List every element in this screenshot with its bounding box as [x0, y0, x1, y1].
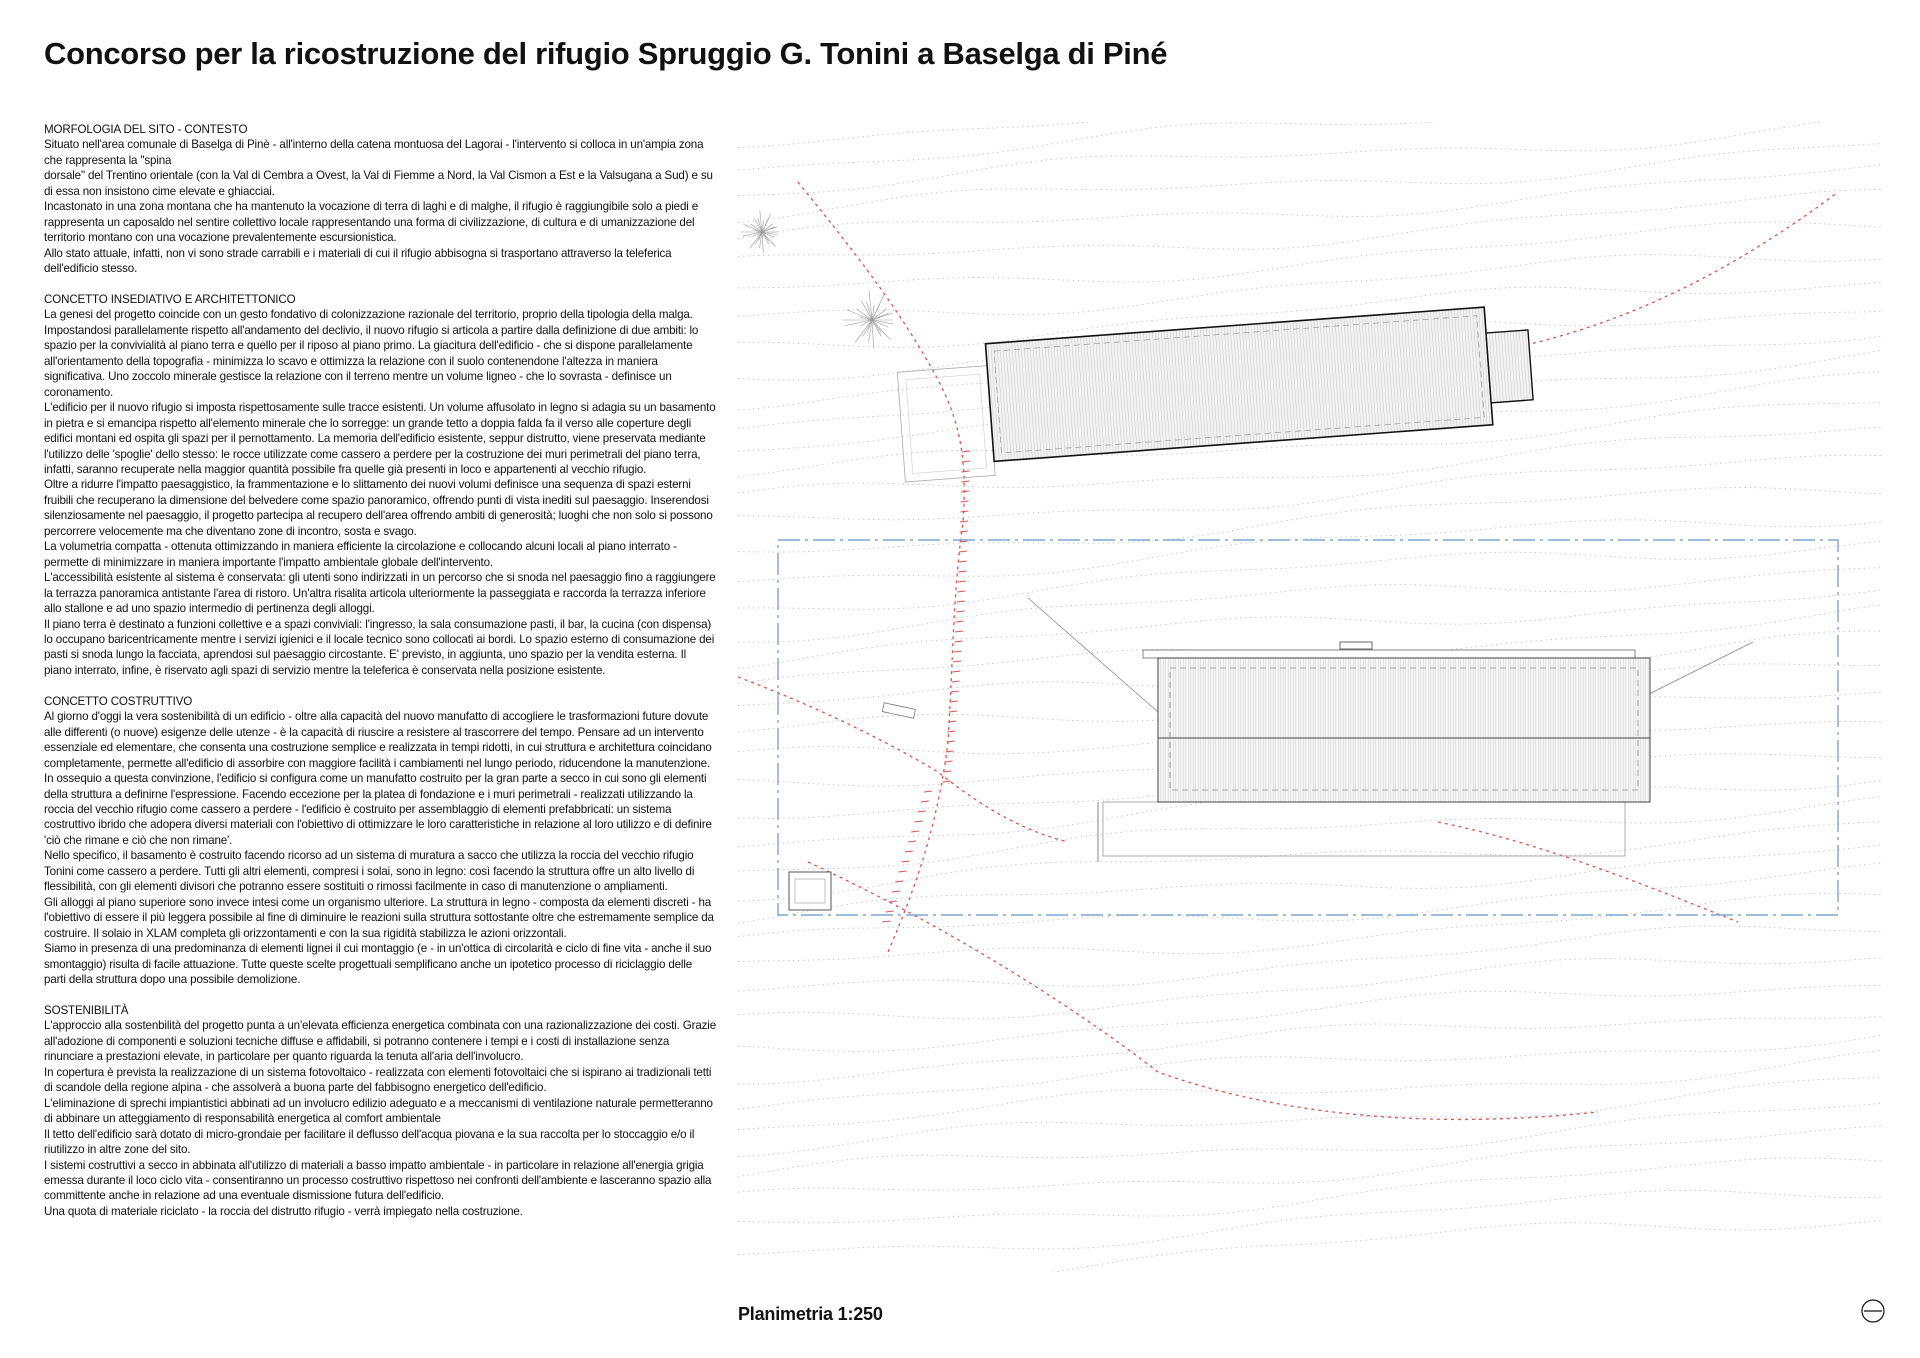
stair-step	[958, 581, 966, 582]
stair-step	[961, 491, 969, 492]
stair-step	[954, 641, 962, 642]
existing-terrace-inner	[906, 374, 987, 473]
contour-line	[738, 567, 1882, 642]
contour-line	[738, 541, 1882, 609]
tree-branch	[855, 320, 872, 342]
contour-line	[738, 1017, 1882, 1084]
contour-line	[738, 255, 1882, 317]
stair-step	[960, 521, 968, 522]
plan-caption: Planimetria 1:250	[738, 1304, 883, 1324]
footpath-west	[738, 677, 1068, 842]
stair-step	[952, 671, 960, 672]
stair-step	[962, 451, 970, 452]
stair-step	[918, 811, 926, 812]
stair-step	[902, 861, 910, 862]
tree-branch	[762, 232, 763, 253]
existing-building	[896, 304, 1536, 482]
contour-line	[738, 796, 1882, 871]
section-body: Situato nell'area comunale di Baselga di Pinè - all'interno della catena montuosa del Lagorai - l'intervento si colloca in un'ampia zona che rappresenta la "spina dorsale" del Trentino orientale (con la Val di Cembra a Ovest, la Val di Fiemme a Nord, la Val Cismon a Est e la Valsugana a Sud) e su di essa non insistono cime elevate e ghiacciai. Incastonato in una zona montana che ha mantenuto la vocazione di terra di laghi e di malghe, il rifugio è raggiungibile solo a piedi e rappresenta un caposaldo nel sentire collettivo locale rappresentando una forma di civilizzazione, di cultura e di umanizzazione del territorio montano con una vocazione prevalentemente escursionistica. Allo stato attuale, infatti, non vi sono strade carrabili e i materiali di cui il rifugio abbisogna si trasportano attraverso la teleferica dell'edificio stesso.	[44, 138, 713, 276]
stair-step	[895, 881, 903, 882]
stair-step	[954, 651, 962, 652]
new-building-roof-south	[1158, 738, 1650, 802]
new-building-chimney	[1340, 642, 1372, 649]
contour-line	[738, 520, 1882, 582]
stair-step	[898, 871, 906, 872]
tree-branch	[872, 320, 874, 348]
stair-step	[955, 631, 963, 632]
section-morfologia	[44, 122, 716, 277]
stair-step	[889, 901, 897, 902]
stair-step	[960, 531, 968, 532]
footpath-south	[808, 862, 1598, 1119]
stair-step	[953, 661, 961, 662]
contour-line	[738, 190, 1882, 257]
report-text	[44, 122, 716, 1235]
contour-line	[738, 122, 1882, 170]
stair-step	[961, 481, 969, 482]
stair-step	[908, 841, 916, 842]
contour-line	[738, 893, 1882, 961]
stair-step	[956, 621, 964, 622]
section-concetto-costruttivo	[44, 694, 716, 988]
contour-line	[738, 1126, 1882, 1192]
contour-line	[738, 165, 1882, 239]
new-building-roof-north	[1158, 658, 1650, 738]
stair-step	[944, 771, 952, 772]
stair-step	[950, 701, 958, 702]
footpath-far-east	[1438, 822, 1738, 922]
contour-line	[738, 488, 1882, 553]
stair-step	[947, 731, 955, 732]
tree-branch	[845, 320, 872, 326]
trees-group	[740, 211, 893, 349]
stair-step	[905, 851, 913, 852]
stair-step	[952, 681, 960, 682]
stair-step	[949, 711, 957, 712]
contour-line	[738, 455, 1882, 520]
existing-roof	[985, 307, 1492, 461]
section-sostenibilita	[44, 1003, 716, 1219]
contour-line	[738, 926, 1882, 991]
site-plan-drawing	[738, 122, 1892, 1272]
stair-step	[943, 781, 951, 782]
contour-line	[738, 985, 1882, 1051]
stair-step	[886, 911, 894, 912]
contour-line	[738, 1077, 1882, 1156]
stair-step	[914, 821, 922, 822]
footpath-north	[798, 182, 964, 952]
contour-line	[738, 1220, 1882, 1272]
stair-step	[924, 791, 932, 792]
stair-step	[882, 921, 890, 922]
section-body: Al giorno d'oggi la vera sostenibilità di un edificio - oltre alla capacità del nuovo manufatto di accogliere le trasformazioni future dovute alle differenti (o nuove) esigenze delle utenze - è la capacità di riuscire a resistere al trascorrere del tempo. Pensare ad un intervento essenziale ed elementare, che consenta una costruzione semplice e realizzata in tempi ridotti, in cui struttura e architettura coincidano completamente, permette all'edificio di assorbire con maggiore facilità i cambiamenti nel lungo periodo, riducendone la manutenzione. In ossequio a questa convinzione, l'edificio si configura come un manufatto costruito per la gran parte a secco in cui sono gli elementi della struttura a definirne l'espressione. Facendo eccezione per la platea di fondazione e i muri perimetrali - realizzati utilizzando la roccia del vecchio rifugio come cassero a perdere - l'edificio è costruito per assemblaggio di elementi prefabbricati: un sistema costruttivo ibrido che adopera diversi materiali con l'obiettivo di ottimizzare le loro caratteristiche in relazione al loro utilizzo e di definire 'ciò che rimane e ciò che non rimane'. Nello specifico, il basamento è costruito facendo ricorso ad un sistema di muratura a sacco che utilizza la roccia del vecchio rifugio Tonini come cassero a perdere. Tutti gli altri elementi, compresi i solai, sono in legno: così facendo la struttura offre un alto livello di flessibilità, con gli elementi divisori che potranno essere sostituiti o rimossi facilmente in caso di manutenzione o ampliamenti. Gli alloggi al piano superiore sono invece intesi come un organismo ulteriore. La struttura in legno - composta da elementi discreti - ha l'obiettivo di essere il più leggera possibile al fine di diminuire le reazioni sulla struttura sottostante oltre che estremamente semplice da costruire. Il solaio in XLAM completa gli orizzontamenti e con la sua rigidità stabilizza le azioni orizzontali. Siamo in presenza di una predominanza di elementi lignei il cui montaggio (e - in un'ottica di circolarità e ciclo di fine vita - anche il suo smontaggio) risulta di facile attuazione. Tutte queste scelte progettuali semplificano anche un ipotetico processo di riciclaggio delle parti della struttura dopo una possibile demolizione.	[44, 710, 714, 987]
north-arrow-icon	[1860, 1298, 1886, 1324]
section-heading: CONCETTO COSTRUTTIVO	[44, 694, 193, 708]
contour-line	[738, 958, 1882, 1019]
stair-step	[958, 571, 966, 572]
section-heading: SOSTENIBILITÀ	[44, 1003, 129, 1017]
contour-line	[738, 222, 1882, 288]
page-title: Concorso per la ricostruzione del rifugio Spruggio G. Tonini a Baselga di Piné	[44, 36, 1168, 71]
tree-icon	[740, 211, 778, 253]
contour-line	[738, 1103, 1882, 1177]
stair-steps	[882, 451, 970, 922]
section-heading: MORFOLOGIA DEL SITO - CONTESTO	[44, 123, 248, 136]
stair-step	[956, 611, 964, 612]
section-concetto-insediativo	[44, 292, 716, 678]
section-body: La genesi del progetto coincide con un gesto fondativo di colonizzazione razionale del territorio, proprio della tipologia della malga. Impostandosi parallelamente rispetto all'andamento del declivio, il nuovo rifugio si articola a partire dalla definizione di due ambiti: lo spazio per la convivialità al piano terra e quello per il riposo al piano primo. La giacitura dell'edificio - che si dispone parallelamente all'orientamento della topografia - minimizza lo scavo e ottimizza la relazione con il suolo contenendone l'altezza in maniera significativa. Uno zoccolo minerale gestisce la relazione con il terreno mentre un volume ligneo - che lo sovrasta - definisce un coronamento. L'edificio per il nuovo rifugio si imposta rispettosamente sulle tracce esistenti. Un volume affusolato in legno si adagia su un basamento in pietra e si emancipa rispetto all'elemento minerale che lo sorregge: un grande tetto a doppia falda fa il verso alle coperture degli edifici montani ed ospita gli spazi per il pernottamento. La memoria dell'edificio esistente, seppur distrutto, viene preservata mediante l'utilizzo delle 'spoglie' dello stesso: le rocce utilizzate come cassero a perdere per la costruzione dei muri perimetrali del piano terra, infatti, saranno recuperate nella maggior quantità possibile fra quelle già presenti in loco e appartenenti al vecchio rifugio. Oltre a ridurre l'impatto paesaggistico, la frammentazione e lo slittamento dei nuovi volumi definisce una sequenza di spazi esterni fruibili che recuperano la dimensione del belvedere come spazio panoramico, offrendo punti di vista inediti sul paesaggio. Inserendosi silenziosamente nel paesaggio, il progetto partecipa al recupero dell'area offrendo ambiti di generosità; luoghi che non solo si possono percorrere velocemente ma che diventano zone di incontro, sosta e svago. La volumetria compatta - ottenuta ottimizzando in maniera efficiente la circolazione e collocando alcuni locali al piano interrato - permette di minimizzare in maniera importante l'impatto ambientale globale dell'intervento. L'accessibilità esistente al sistema è conservata: gli utenti sono indirizzati in un percorso che si snoda nel paesaggio fino a raggiungere la terrazza panoramica antistante l'area di ristoro. Un'altra risalita articola ulteriormente la passeggiata e raccorda la terrazza inferiore allo stallone e ad uno spazio intermedio di pertinenza degli alloggi. Il piano terra è destinato a funzioni collettive e a spazi conviviali: l'ingresso, la sala consumazione pasti, il bar, la cucina (con dispensa) lo occupano baricentricamente mentre i servizi igienici e il locale tecnico sono collocati ai bordi. Lo spazio esterno di consumazione dei pasti si snoda lungo la facciata, aprendosi sul paesaggio circostante. E' previsto, in aggiunta, uno spazio per la vendita esterna. Il piano interrato, infine, è riservato agli spazi di servizio mentre la teleferica è conservata nella posizione esistente.	[44, 308, 716, 677]
stair-step	[921, 801, 929, 802]
stair-step	[960, 511, 968, 512]
tree-icon	[842, 291, 893, 349]
stair-step	[957, 601, 965, 602]
new-building-base	[1143, 650, 1635, 658]
contour-line	[738, 1035, 1882, 1109]
tree-branch	[872, 313, 889, 320]
contour-line	[738, 144, 1882, 223]
stair-step	[951, 691, 959, 692]
section-heading: CONCETTO INSEDIATIVO E ARCHITETTONICO	[44, 293, 296, 307]
stair-step	[945, 761, 953, 762]
stair-step	[962, 471, 970, 472]
stair-step	[961, 501, 969, 502]
stair-step	[957, 591, 965, 592]
section-body: L'approccio alla sostenbilità del progetto punta a un'elevata efficienza energetica combinata con una razionalizzazione dei costi. Grazie all'adozione di componenti e soluzioni tecniche diffuse e affidabili, si potranno contenere i tempi e i costi di installazione senza rinunciare a prestazioni elevate, in particolare per quanto riguarda la tenuta all'aria dell'involucro. In copertura è prevista la realizzazione di un sistema fotovoltaico - realizzata con elementi fotovoltaici che si ispirano ai tradizionali tetti di scandole della regione alpina - che assolverà a buona parte del fabbisogno energetico dell'edificio. L'eliminazione di sprechi impiantistici abbinati ad un involucro edilizio adeguato e a meccanismi di ventilazione naturale permetteranno di abbinare un atteggiamento di responsabilità energetica al comfort ambientale Il tetto dell'edificio sarà dotato di micro-grondaie per facilitare il deflusso dell'acqua piovana e la sua raccolta per lo stoccaggio e/o il riutilizzo in altre zone del sito. I sistemi costruttivi a secco in abbinata all'utilizzo di materiali a basso impatto ambientale - in particolare in relazione all'energia grigia emessa durante il loco ciclo vita - consentiranno un processo costruttivo rispettoso nei confronti dell'ambiente e lasceranno spazio alla committente anche in relazione ad una eventuale dismissione futura dell'edificio. Una quota di materiale riciclato - la roccia del distrutto rifugio - verrà impiegato nella costruzione.	[44, 1019, 716, 1218]
stair-step	[911, 831, 919, 832]
stair-step	[959, 551, 967, 552]
stair-step	[892, 891, 900, 892]
contour-line	[738, 1190, 1882, 1254]
existing-annex	[1486, 330, 1533, 403]
site-plan	[738, 122, 1892, 1272]
contour-line	[738, 122, 1882, 148]
contour-line	[738, 1050, 1882, 1129]
contour-line	[738, 122, 1882, 196]
stair-step	[962, 461, 970, 462]
stair-step	[959, 561, 967, 562]
